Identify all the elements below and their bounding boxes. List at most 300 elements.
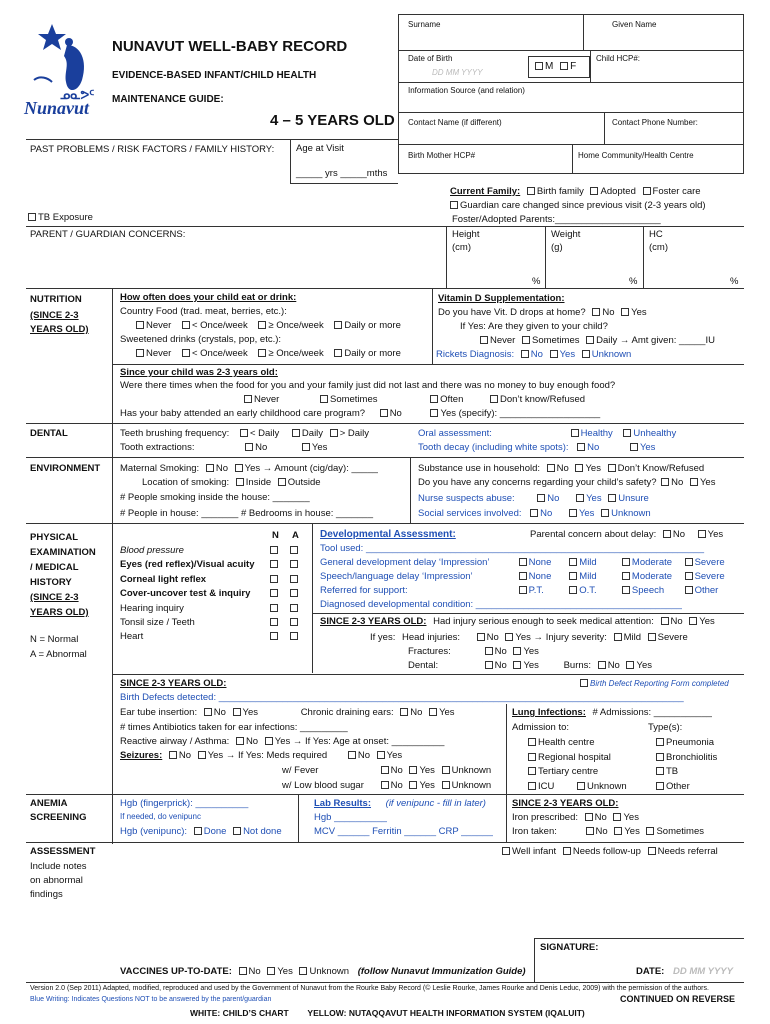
fs-never-checkbox[interactable] (244, 395, 252, 403)
gd-mild-label: Mild (579, 557, 597, 568)
tool-used-field[interactable]: Tool used: ________________________________________________________________ (320, 543, 705, 554)
lab-results-note: (if venipunc - fill in later) (385, 798, 486, 809)
sd-moderate-label: Moderate (631, 571, 673, 582)
extract-no-checkbox[interactable] (245, 443, 253, 451)
sd-severe-label: Severe (694, 571, 725, 582)
hc-label: HC (649, 229, 663, 240)
sev-severe-checkbox[interactable] (648, 633, 656, 641)
rickets-yes-checkbox[interactable] (550, 350, 558, 358)
iron-p-no-checkbox[interactable] (585, 813, 593, 821)
ecp-no-checkbox[interactable] (380, 409, 388, 417)
exam-normal-checkbox[interactable] (270, 560, 278, 568)
vitd-no-checkbox[interactable] (592, 308, 600, 316)
rickets-yes-label: Yes (559, 349, 576, 360)
iron-since-title: SINCE 2-3 YEARS OLD: (512, 798, 619, 809)
lab-hgb-field[interactable]: Hgb __________ (314, 812, 387, 823)
ecp-yes-checkbox[interactable] (430, 409, 438, 417)
nutrition-since: (SINCE 2-3 (30, 310, 79, 321)
needs-referral-checkbox[interactable] (648, 847, 656, 855)
ms-amount-label: Yes → Amount (cig/day): _____ (244, 463, 378, 474)
sex-f-checkbox[interactable] (560, 62, 568, 70)
burns-yes-label: Yes (636, 660, 652, 671)
sub-yes-checkbox[interactable] (575, 464, 583, 472)
injury-question: Had injury serious enough to seek medical attention: (433, 616, 654, 627)
blue-writing-note: Blue Writing: Indicates Questions NOT to be answered by the parent/guardian (30, 996, 272, 1003)
vacc-yes-label: Yes (277, 966, 293, 977)
well-infant-checkbox[interactable] (502, 847, 510, 855)
seiz-no-checkbox[interactable] (169, 751, 177, 759)
seiz-no-label: No (178, 750, 192, 761)
loc-outside-label: Outside (287, 477, 321, 488)
asthma-yes-checkbox[interactable] (265, 737, 273, 745)
frac-yes-label: Yes (523, 646, 539, 657)
rickets-no-checkbox[interactable] (521, 350, 529, 358)
referred-label: Referred for support: (320, 585, 408, 596)
sev-mild-checkbox[interactable] (614, 633, 622, 641)
hgb-fingerprick-field[interactable]: Hgb (fingerprick): __________ (120, 798, 249, 809)
ref-other-label: Other (694, 585, 719, 596)
if-needed-note: If needed, do venipunc (120, 812, 201, 821)
oral-healthy-checkbox[interactable] (571, 429, 579, 437)
chronic-yes-label: Yes (439, 707, 455, 718)
adm-icu-checkbox[interactable] (528, 782, 536, 790)
chronic-yes-checkbox[interactable] (429, 708, 437, 716)
gd-moderate-checkbox[interactable] (622, 558, 630, 566)
veni-not-done-checkbox[interactable] (233, 827, 241, 835)
exam-normal-checkbox[interactable] (270, 618, 278, 626)
ecp-no-label: No (389, 408, 402, 419)
ref-other-checkbox[interactable] (685, 586, 693, 594)
meds-yes-label: Yes (386, 750, 403, 761)
sw-never-label: Never (146, 348, 172, 359)
fever-unknown-checkbox[interactable] (442, 766, 450, 774)
tb-exposure-checkbox[interactable] (28, 213, 36, 221)
lung-infections-title: Lung Infections: (512, 707, 586, 718)
oral-unhealthy-label: Unhealthy (633, 428, 677, 439)
cf-lt-once-label: < Once/week (191, 320, 248, 331)
brush-lt-daily-checkbox[interactable] (240, 429, 248, 437)
exam-normal-checkbox[interactable] (270, 546, 278, 554)
pc-no-checkbox[interactable] (663, 530, 671, 538)
age-at-visit-label: Age at Visit (296, 143, 344, 154)
birth-family-checkbox[interactable] (527, 187, 535, 195)
abuse-unsure-label: Unsure (618, 493, 649, 504)
burns-no-checkbox[interactable] (598, 661, 606, 669)
given-name-field[interactable]: Given Name (612, 20, 657, 29)
rickets-unknown-checkbox[interactable] (582, 350, 590, 358)
sub-dk-checkbox[interactable] (608, 464, 616, 472)
ref-speech-checkbox[interactable] (622, 586, 630, 594)
contact-phone-field[interactable]: Contact Phone Number: (612, 118, 698, 127)
iron-t-yes-label: Yes (624, 826, 640, 837)
ear-no-checkbox[interactable] (204, 708, 212, 716)
ecp-yes-label: Yes (specify): ___________________ (440, 408, 601, 419)
contact-name-field[interactable]: Contact Name (if different) (408, 118, 502, 127)
info-source-field[interactable]: Information Source (and relation) (408, 86, 525, 95)
assessment-note-1: Include notes (30, 861, 87, 872)
sd-mild-checkbox[interactable] (569, 572, 577, 580)
page-subtitle-1: EVIDENCE-BASED INFANT/CHILD HEALTH (112, 70, 317, 81)
burns-yes-checkbox[interactable] (626, 661, 634, 669)
surname-field[interactable]: Surname (408, 20, 441, 29)
adopted-checkbox[interactable] (590, 187, 598, 195)
hc-percentile[interactable]: % (730, 276, 739, 287)
dinj-no-label: No (494, 660, 507, 671)
fs-dont-know-checkbox[interactable] (490, 395, 498, 403)
exam-abnormal-checkbox[interactable] (290, 618, 298, 626)
seiz-meds-label: Yes → If Yes: Meds required (207, 750, 328, 761)
brush-lt-daily-label: < Daily (249, 428, 280, 439)
iron-t-sometimes-checkbox[interactable] (646, 827, 654, 835)
sugar-unknown-label: Unknown (451, 780, 492, 791)
vacc-no-checkbox[interactable] (239, 967, 247, 975)
nutrition-since-2: YEARS OLD) (30, 324, 89, 335)
abuse-no-label: No (547, 493, 560, 504)
iron-t-yes-checkbox[interactable] (614, 827, 622, 835)
asthma-onset-label: Yes → If Yes: Age at onset: __________ (274, 736, 445, 747)
ear-yes-checkbox[interactable] (233, 708, 241, 716)
bd-form-checkbox[interactable] (580, 679, 588, 687)
ref-ot-label: O.T. (579, 585, 597, 596)
exam-a-column (290, 544, 300, 645)
vaccines-label: VACCINES UP-TO-DATE: (120, 966, 232, 977)
adm-regional-checkbox[interactable] (528, 753, 536, 761)
type-tb-checkbox[interactable] (656, 767, 664, 775)
sub-yes-label: Yes (585, 463, 601, 474)
sd-none-label: None (528, 571, 552, 582)
brush-gt-daily-checkbox[interactable] (330, 429, 338, 437)
sugar-unknown-checkbox[interactable] (442, 781, 450, 789)
ms-no-checkbox[interactable] (206, 464, 214, 472)
exam-normal-checkbox[interactable] (270, 589, 278, 597)
adm-unknown-label: Unknown (587, 780, 627, 792)
fever-yes-checkbox[interactable] (409, 766, 417, 774)
ss-yes-label: Yes (578, 508, 595, 519)
loc-inside-checkbox[interactable] (236, 478, 244, 486)
ref-pt-label: P.T. (528, 585, 544, 596)
vitd-never-checkbox[interactable] (480, 336, 488, 344)
extract-yes-label: Yes (311, 442, 328, 453)
legend-normal: N = Normal (30, 634, 79, 645)
ss-yes-checkbox[interactable] (569, 509, 577, 517)
fever-no-checkbox[interactable] (381, 766, 389, 774)
dob-field[interactable]: DD MM YYYY (432, 68, 483, 77)
home-community-field[interactable]: Home Community/Health Centre (578, 151, 694, 160)
abuse-yes-checkbox[interactable] (576, 494, 584, 502)
decay-no-label: No (587, 442, 600, 453)
chronic-no-checkbox[interactable] (400, 708, 408, 716)
environment-label: ENVIRONMENT (30, 463, 101, 474)
decay-yes-checkbox[interactable] (630, 443, 638, 451)
diagnosed-field[interactable]: Diagnosed developmental condition: _______________________________________ (320, 599, 682, 610)
ear-yes-label: Yes (242, 707, 259, 718)
w-low-sugar-label: w/ Low blood sugar (282, 780, 364, 791)
dinj-no-checkbox[interactable] (485, 661, 493, 669)
col-n-header: N (272, 530, 279, 541)
vitd-yes-checkbox[interactable] (621, 308, 629, 316)
exam-normal-checkbox[interactable] (270, 575, 278, 583)
injury-yes-checkbox[interactable] (689, 617, 697, 625)
exam-item: Blood pressure (120, 545, 184, 556)
loc-outside-checkbox[interactable] (278, 478, 286, 486)
needs-followup-label: Needs follow-up (572, 846, 641, 857)
medical-since-title: SINCE 2-3 YEARS OLD: (120, 678, 227, 689)
exam-abnormal-checkbox[interactable] (290, 589, 298, 597)
sd-mild-label: Mild (579, 571, 597, 582)
iron-t-no-checkbox[interactable] (586, 827, 594, 835)
page-title: NUNAVUT WELL-BABY RECORD (112, 38, 348, 55)
ear-tube-label: Ear tube insertion: (120, 707, 198, 718)
chronic-ears-label: Chronic draining ears: (300, 707, 394, 718)
foster-care-checkbox[interactable] (643, 187, 651, 195)
oral-unhealthy-checkbox[interactable] (623, 429, 631, 437)
child-hcp-field[interactable]: Child HCP#: (596, 54, 641, 63)
type-tb-label: TB (666, 766, 679, 778)
veni-done-label: Done (203, 826, 227, 837)
ss-no-checkbox[interactable] (530, 509, 538, 517)
seizures-label: Seizures: (120, 750, 163, 761)
bd-form-label: Birth Defect Reporting Form completed (590, 679, 729, 688)
fever-unknown-label: Unknown (451, 765, 492, 776)
safety-yes-checkbox[interactable] (690, 478, 698, 486)
seiz-yes-checkbox[interactable] (198, 751, 206, 759)
sev-severe-label: Severe (657, 632, 688, 643)
dental-label: DENTAL (30, 428, 68, 439)
vitd-yes-label: Yes (631, 307, 647, 318)
vitd-title: Vitamin D Supplementation: (438, 293, 565, 304)
fever-yes-label: Yes (419, 765, 435, 776)
cf-daily-label: Daily or more (344, 320, 401, 331)
cf-never-label: Never (146, 320, 172, 331)
brushing-label: Teeth brushing frequency: (120, 428, 230, 439)
chronic-no-label: No (410, 707, 423, 718)
dental-injury-label: Dental: (408, 660, 439, 671)
lab-mcv-field[interactable]: MCV ______ Ferritin ______ CRP ______ (314, 826, 493, 837)
ss-unknown-checkbox[interactable] (601, 509, 609, 517)
decay-no-checkbox[interactable] (577, 443, 585, 451)
frac-no-label: No (494, 646, 507, 657)
sugar-yes-label: Yes (419, 780, 435, 791)
sd-none-checkbox[interactable] (519, 572, 527, 580)
sugar-no-label: No (390, 780, 403, 791)
injury-no-checkbox[interactable] (661, 617, 669, 625)
ref-ot-checkbox[interactable] (569, 586, 577, 594)
sex-f-label: F (570, 61, 577, 72)
head-yes-checkbox[interactable] (505, 633, 513, 641)
fs-sometimes-label: Sometimes (329, 394, 378, 405)
vacc-yes-checkbox[interactable] (267, 967, 275, 975)
sw-lt-once-checkbox[interactable] (182, 349, 190, 357)
abuse-unsure-checkbox[interactable] (608, 494, 616, 502)
parent-concerns-label: PARENT / GUARDIAN CONCERNS: (30, 229, 186, 240)
injury-yes-label: Yes (699, 616, 715, 627)
people-house-field[interactable]: # People in house: _______ # Bedrooms in house: _______ (120, 508, 374, 519)
sub-no-checkbox[interactable] (547, 464, 555, 472)
weight-label: Weight (551, 229, 581, 240)
iron-prescribed-label: Iron prescribed: (512, 812, 579, 823)
frac-yes-checkbox[interactable] (513, 647, 521, 655)
physical-label-3: / MEDICAL (30, 562, 79, 573)
fs-often-checkbox[interactable] (430, 395, 438, 403)
cf-ge-once-label: ≥ Once/week (268, 320, 324, 331)
sw-ge-once-checkbox[interactable] (258, 349, 266, 357)
vitd-sometimes-checkbox[interactable] (522, 336, 530, 344)
height-unit: (cm) (452, 242, 471, 253)
sugar-no-checkbox[interactable] (381, 781, 389, 789)
weight-unit: (g) (551, 242, 563, 253)
ref-pt-checkbox[interactable] (519, 586, 527, 594)
parental-concern-label: Parental concern about delay: (530, 529, 657, 540)
adm-tertiary-checkbox[interactable] (528, 767, 536, 775)
fs-dont-know-label: Don’t know/Refused (500, 394, 586, 405)
assessment-note-2: on abnormal (30, 875, 83, 886)
vacc-unknown-label: Unknown (309, 966, 350, 977)
date-field[interactable]: DD MM YYYY (672, 966, 733, 977)
asthma-no-checkbox[interactable] (236, 737, 244, 745)
fs-never-label: Never (254, 394, 280, 405)
types-label: Type(s): (648, 722, 683, 733)
birth-defects-field[interactable]: Birth Defects detected: ________________________________________________________________________________________ (120, 692, 684, 703)
exam-abnormal-checkbox[interactable] (290, 560, 298, 568)
veni-not-done-label: Not done (243, 826, 282, 837)
vitd-given-question: If Yes: Are they given to your child? (460, 321, 608, 332)
age-at-visit-field[interactable]: _____ yrs _____mths (296, 168, 388, 179)
gd-severe-checkbox[interactable] (685, 558, 693, 566)
country-food-label: Country Food (trad. meat, berries, etc.): (120, 306, 287, 317)
cf-never-checkbox[interactable] (136, 321, 144, 329)
people-smoking-field[interactable]: # People smoking inside the house: _______ (120, 492, 310, 503)
dinj-yes-checkbox[interactable] (513, 661, 521, 669)
sw-daily-checkbox[interactable] (334, 349, 342, 357)
needs-followup-checkbox[interactable] (563, 847, 571, 855)
adm-unknown-checkbox[interactable] (577, 782, 585, 790)
exam-abnormal-checkbox[interactable] (290, 632, 298, 640)
pc-yes-label: Yes (707, 529, 724, 540)
version-note: Version 2.0 (Sep 2011) Adapted, modified, reproduced and used by the Government of Nunavut from the Rourke Baby Record (© Leslie Rourke, James Rourke and Denis Leduc, 2009) with the permission of the authors. (30, 985, 709, 992)
signature-field[interactable]: SIGNATURE: (540, 942, 599, 953)
food-security-question: Were there times when the food for you and your family just did not last and there was no money to buy enough food? (120, 380, 616, 391)
vacc-unknown-checkbox[interactable] (299, 967, 307, 975)
extract-no-label: No (255, 442, 268, 453)
injury-if-yes: If yes: (370, 632, 396, 643)
type-bronchiolitis-label: Bronchiolitis (666, 751, 718, 763)
physical-label-2: EXAMINATION (30, 547, 96, 558)
brush-gt-daily-label: > Daily (339, 428, 369, 439)
adm-regional-label: Regional hospital (538, 751, 611, 763)
sugar-yes-checkbox[interactable] (409, 781, 417, 789)
veni-done-checkbox[interactable] (194, 827, 202, 835)
height-label: Height (452, 229, 480, 240)
decay-yes-label: Yes (639, 442, 656, 453)
iron-p-no-label: No (594, 812, 607, 823)
smoking-location-label: Location of smoking: (142, 477, 230, 488)
head-no-checkbox[interactable] (477, 633, 485, 641)
type-bronchiolitis-checkbox[interactable] (656, 753, 664, 761)
exam-normal-checkbox[interactable] (270, 632, 278, 640)
lab-results-title: Lab Results: (314, 798, 372, 809)
speech-delay-label: Speech/language delay ‘Impression’ (320, 571, 473, 582)
sd-moderate-checkbox[interactable] (622, 572, 630, 580)
sw-never-checkbox[interactable] (136, 349, 144, 357)
sev-mild-label: Mild (623, 632, 642, 643)
foster-parents-field[interactable]: Foster/Adopted Parents:____________________ (452, 214, 661, 225)
brush-daily-checkbox[interactable] (292, 429, 300, 437)
head-no-label: No (486, 632, 499, 643)
logo-text: Nunavut (24, 98, 90, 118)
sw-daily-label: Daily or more (344, 348, 401, 359)
asthma-no-label: No (245, 736, 259, 747)
guardian-changed-checkbox[interactable] (450, 201, 458, 209)
ear-no-label: No (213, 707, 226, 718)
abuse-yes-label: Yes (586, 493, 602, 504)
vitd-no-label: No (602, 307, 615, 318)
meds-no-label: No (357, 750, 371, 761)
exam-abnormal-checkbox[interactable] (290, 546, 298, 554)
pc-no-label: No (672, 529, 686, 540)
birth-mother-hcp-field[interactable]: Birth Mother HCP# (408, 151, 476, 160)
cf-daily-checkbox[interactable] (334, 321, 342, 329)
exam-abnormal-checkbox[interactable] (290, 575, 298, 583)
height-percentile[interactable]: % (532, 276, 541, 287)
fs-sometimes-checkbox[interactable] (320, 395, 328, 403)
ecp-question: Has your baby attended an early childhood care program? (120, 408, 366, 419)
fractures-label: Fractures: (408, 646, 451, 657)
needs-referral-label: Needs referral (657, 846, 718, 857)
gd-moderate-label: Moderate (631, 557, 673, 568)
cf-lt-once-checkbox[interactable] (182, 321, 190, 329)
loc-inside-label: Inside (245, 477, 272, 488)
iron-p-yes-checkbox[interactable] (613, 813, 621, 821)
nurse-abuse-label: Nurse suspects abuse: (418, 493, 515, 504)
gd-none-checkbox[interactable] (519, 558, 527, 566)
gd-none-label: None (528, 557, 552, 568)
extract-yes-checkbox[interactable] (302, 443, 310, 451)
type-pneumonia-checkbox[interactable] (656, 738, 664, 746)
dev-assessment-title: Developmental Assessment: (320, 529, 456, 540)
frac-no-checkbox[interactable] (485, 647, 493, 655)
sd-severe-checkbox[interactable] (685, 572, 693, 580)
adm-health-centre-checkbox[interactable] (528, 738, 536, 746)
maternal-smoking-label: Maternal Smoking: (120, 463, 200, 474)
nutrition-question: How often does your child eat or drink: (120, 292, 297, 303)
abuse-no-checkbox[interactable] (537, 494, 545, 502)
head-injuries-label: Head injuries: (401, 632, 461, 643)
injury-no-label: No (670, 616, 683, 627)
fs-often-label: Often (440, 394, 464, 405)
pc-yes-checkbox[interactable] (698, 530, 706, 538)
vitd-question: Do you have Vit. D drops at home? (438, 307, 586, 318)
iron-t-no-label: No (595, 826, 608, 837)
exam-abnormal-checkbox[interactable] (290, 604, 298, 612)
exam-normal-checkbox[interactable] (270, 604, 278, 612)
sub-dk-label: Don’t Know/Refused (617, 463, 705, 474)
weight-percentile[interactable]: % (629, 276, 638, 287)
sex-m-checkbox[interactable] (535, 62, 543, 70)
meds-yes-checkbox[interactable] (377, 751, 385, 759)
cf-ge-once-checkbox[interactable] (258, 321, 266, 329)
safety-no-checkbox[interactable] (661, 478, 669, 486)
gd-mild-checkbox[interactable] (569, 558, 577, 566)
tb-exposure-label: TB Exposure (38, 212, 93, 223)
gen-delay-label: General development delay ‘Impression’ (320, 557, 490, 568)
sex-box (528, 56, 590, 78)
type-other-checkbox[interactable] (656, 782, 664, 790)
vitd-daily-checkbox[interactable] (586, 336, 594, 344)
antibiotics-field[interactable]: # times Antibiotics taken for ear infections: _________ (120, 722, 348, 733)
ms-yes-checkbox[interactable] (235, 464, 243, 472)
admissions-field[interactable]: # Admissions: ___________ (592, 707, 712, 718)
meds-no-checkbox[interactable] (348, 751, 356, 759)
